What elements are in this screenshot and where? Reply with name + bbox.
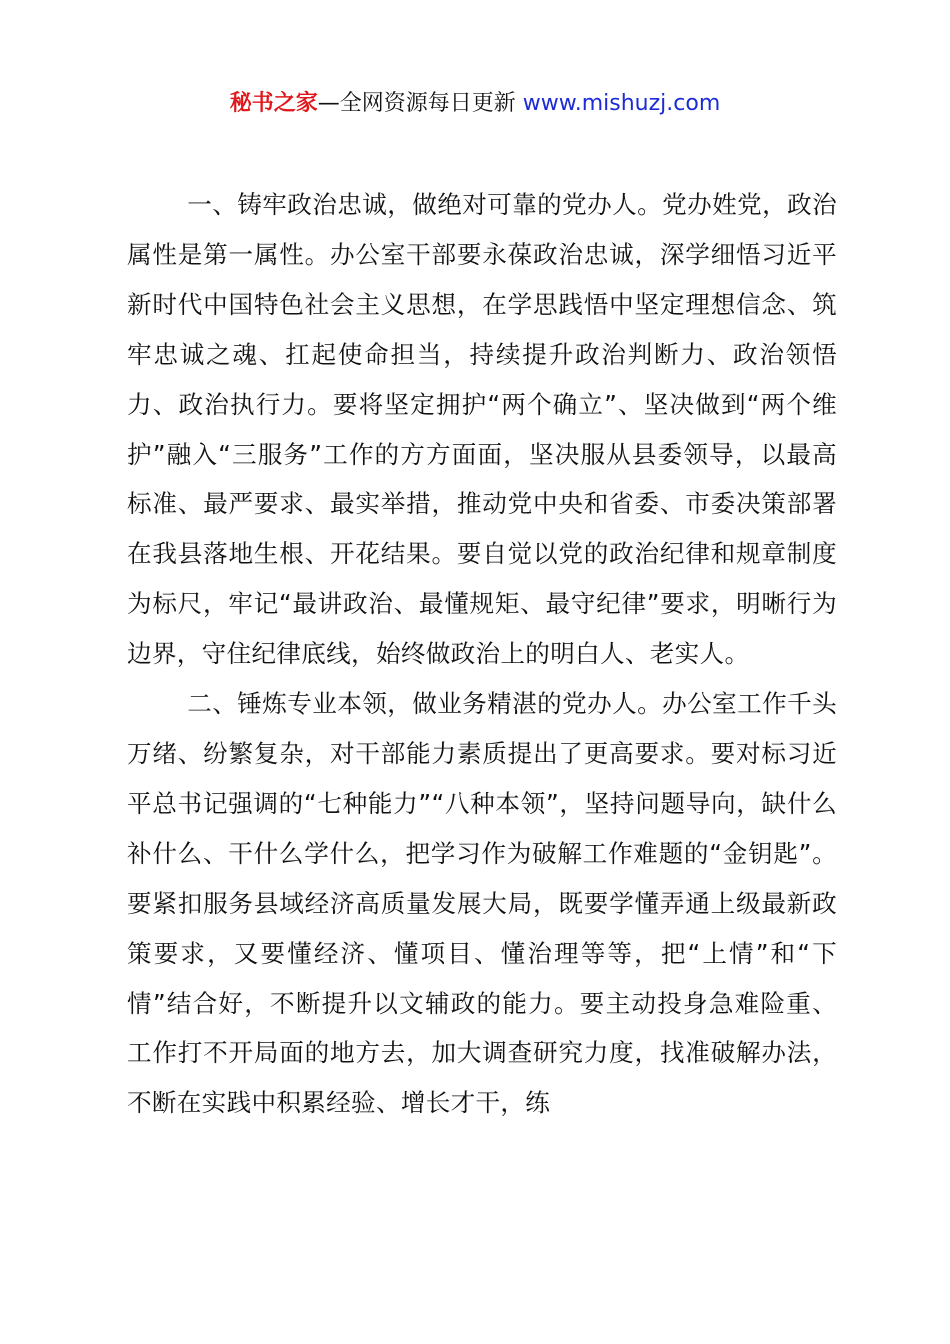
paragraph-1: 一、铸牢政治忠诚，做绝对可靠的党办人。党办姓党，政治属性是第一属性。办公室干部要永葆政治忠诚，深学细悟习近平新时代中国特色社会主义思想，在学思践悟中坚定理想信念、筑牢忠诚之魂、扛起使命担当，持续提升政治判断力、政治领悟力、政治执行力。要将坚定拥护“两个确立”、坚决做到“两个维护”融入“三服务”工作的方方面面，坚决服从县委领导，以最高标准、最严要求、最实举措，推动党中央和省委、市委决策部署在我县落地生根、开花结果。要自觉以党的政治纪律和规章制度为标尺，牢记“最讲政治、最懂规矩、最守纪律”要求，明晰行为边界，守住纪律底线，始终做政治上的明白人、老实人。 [127, 190, 837, 669]
site-header [0, 86, 950, 122]
document-body [127, 180, 837, 1128]
brand-name: 秘书之家 [229, 91, 318, 116]
site-url[interactable]: www.mishuzj.com [522, 91, 721, 116]
header-tagline: —全网资源每日更新 [317, 91, 523, 116]
paragraph-2: 二、锤炼专业本领，做业务精湛的党办人。办公室工作千头万绪、纷繁复杂，对干部能力素质提出了更高要求。要对标习近平总书记强调的“七种能力”“八种本领”，坚持问题导向，缺什么补什么、干什么学什么，把学习作为破解工作难题的“金钥匙”。要紧扣服务县域经济高质量发展大局，既要学懂弄通上级最新政策要求，又要懂经济、懂项目、懂治理等等，把“上情”和“下情”结合好，不断提升以文辅政的能力。要主动投身急难险重、工作打不开局面的地方去，加大调查研究力度，找准破解办法，不断在实践中积累经验、增长才干，练 [127, 689, 837, 1118]
